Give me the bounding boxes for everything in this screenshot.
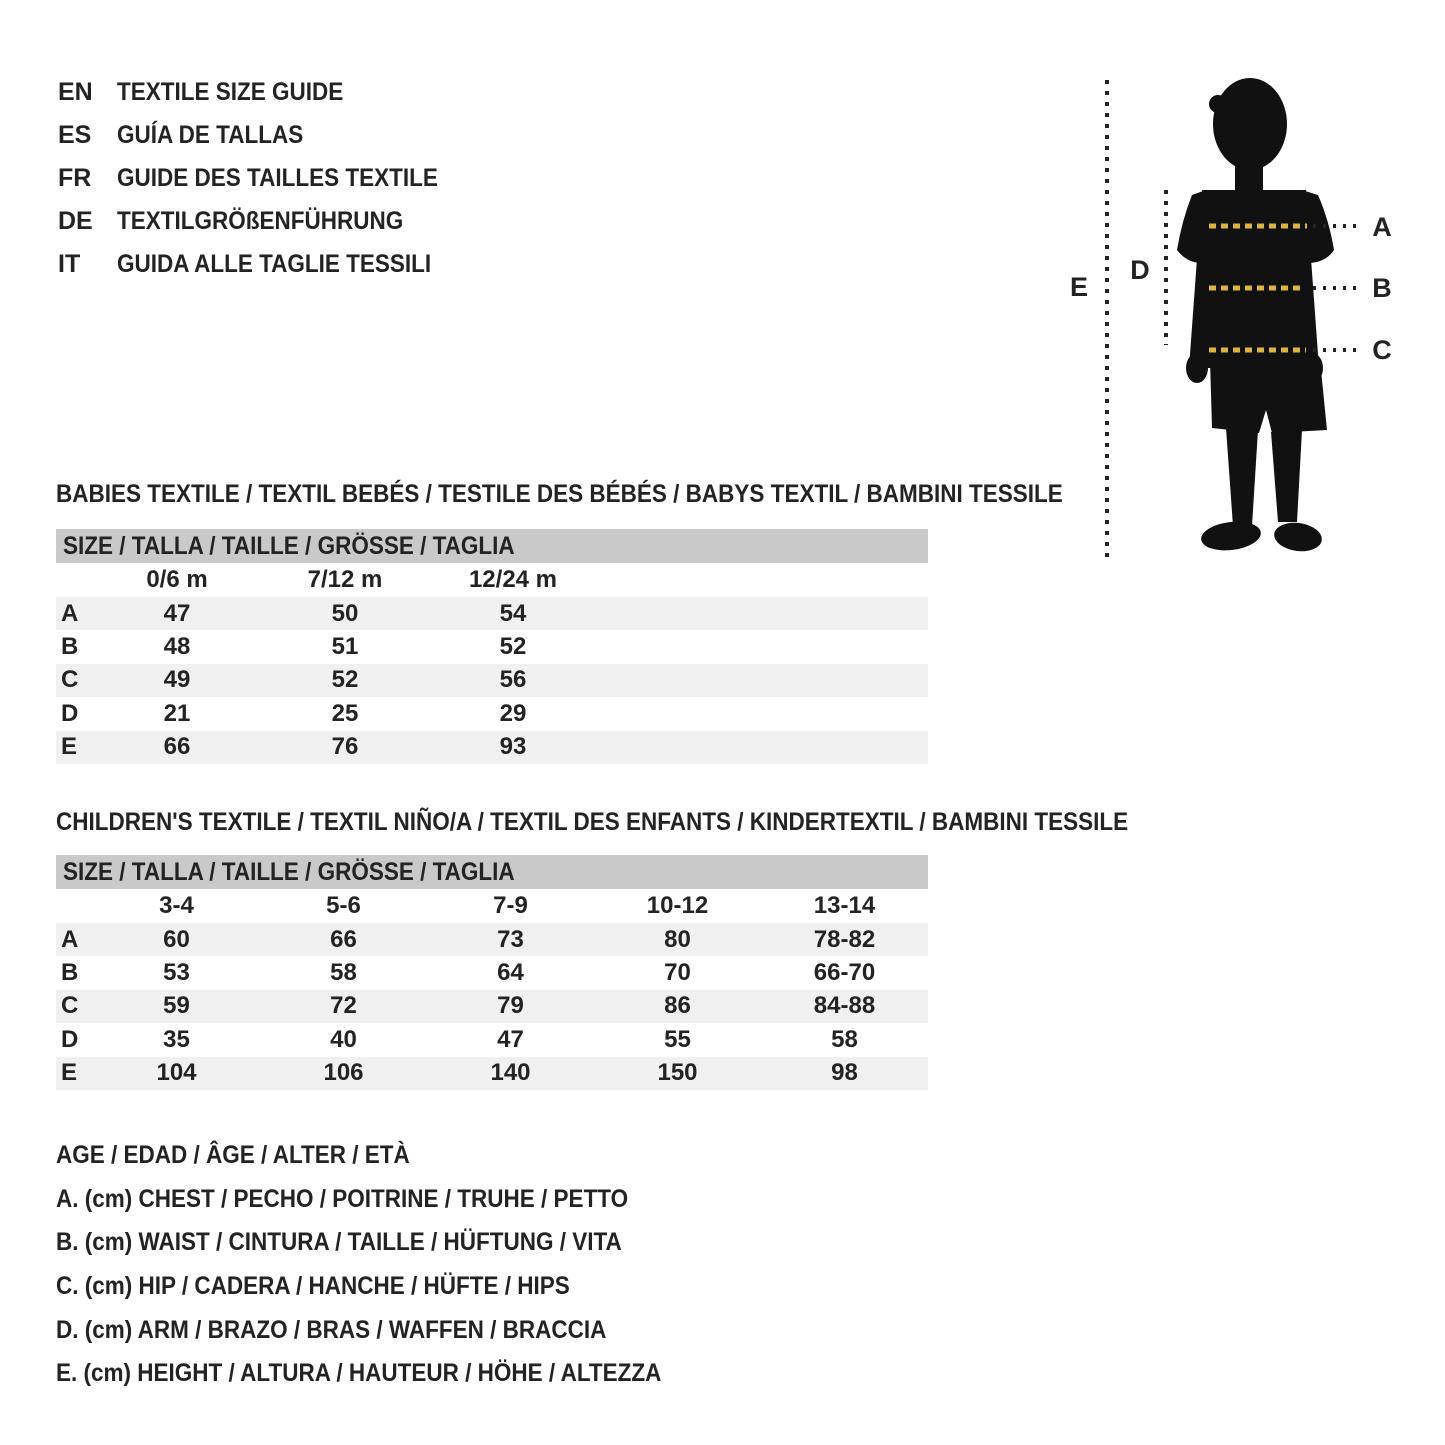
- size-value-cell: 21: [163, 699, 191, 727]
- size-value-cell: 29: [499, 699, 527, 727]
- row-label: D: [61, 1025, 79, 1053]
- size-value-cell: 86: [664, 992, 691, 1020]
- size-value-cell: 64: [497, 959, 524, 987]
- figure-label-d: D: [1130, 255, 1150, 285]
- table-row-C: [56, 664, 928, 697]
- size-value-cell: 35: [163, 1025, 190, 1053]
- size-value-cell: 47: [163, 599, 191, 627]
- legend-text: C. (cm) HIP / CADERA / HANCHE / HÜFTE / HIPS: [56, 1272, 570, 1301]
- row-label: B: [61, 959, 79, 987]
- size-value-cell: 93: [499, 733, 527, 761]
- lang-code: IT: [58, 250, 81, 278]
- table-row-D: [56, 697, 928, 730]
- size-value-cell: 58: [330, 959, 357, 987]
- row-label: B: [61, 633, 79, 661]
- children-section-title: [56, 810, 1247, 835]
- lang-code: EN: [58, 78, 93, 106]
- size-value-cell: 70: [664, 959, 691, 987]
- table-row-B: [56, 630, 928, 663]
- size-value-cell: 52: [331, 666, 359, 694]
- size-value-cell: 58: [831, 1025, 858, 1053]
- size-value-cell: 60: [163, 925, 190, 953]
- table-row-C: [56, 990, 928, 1023]
- size-header-bar: [56, 529, 928, 563]
- guide-title: TEXTILE SIZE GUIDE: [117, 78, 344, 106]
- measurement-legend: [56, 1134, 729, 1396]
- babies-section-title: [56, 482, 1175, 507]
- age-column-headers: [56, 889, 928, 923]
- size-value-cell: 66-70: [813, 959, 876, 987]
- size-value-cell: 78-82: [813, 925, 876, 953]
- size-header-text: SIZE / TALLA / TAILLE / GRÖSSE / TAGLIA: [63, 531, 515, 560]
- size-value-cell: 73: [497, 925, 524, 953]
- guide-title: TEXTILGRÖßENFÜHRUNG: [117, 207, 404, 235]
- legend-line-chest: [56, 1178, 729, 1222]
- table-row-A: [56, 923, 928, 956]
- row-label: C: [61, 666, 79, 694]
- legend-line-arm: [56, 1308, 729, 1352]
- size-value-cell: 76: [331, 733, 359, 761]
- legend-text: AGE / EDAD / ÂGE / ALTER / ETÀ: [56, 1141, 410, 1170]
- children-size-table: [56, 855, 928, 1090]
- size-value-cell: 52: [499, 633, 527, 661]
- size-value-cell: 104: [156, 1059, 197, 1087]
- size-value-cell: 50: [331, 599, 359, 627]
- lang-row-it: [58, 243, 474, 286]
- legend-text: E. (cm) HEIGHT / ALTURA / HAUTEUR / HÖHE / ALTEZZA: [56, 1359, 662, 1388]
- lang-row-fr: [58, 157, 474, 200]
- row-label: E: [61, 733, 78, 761]
- figure-label-c: C: [1372, 335, 1392, 365]
- column-header: 0/6 m: [146, 566, 208, 593]
- size-value-cell: 40: [330, 1025, 357, 1053]
- babies-table-body: [56, 597, 928, 764]
- size-value-cell: 84-88: [813, 992, 876, 1020]
- size-value-cell: 66: [330, 925, 357, 953]
- row-label: D: [61, 699, 79, 727]
- legend-line-height: [56, 1352, 729, 1396]
- babies-section-title-text: BABIES TEXTILE / TEXTIL BEBÉS / TESTILE DES BÉBÉS / BABYS TEXTIL / BAMBINI TESSILE: [56, 480, 1063, 508]
- figure-label-b: B: [1372, 273, 1392, 303]
- row-label: C: [61, 992, 79, 1020]
- size-value-cell: 25: [331, 699, 359, 727]
- size-value-cell: 59: [163, 992, 190, 1020]
- guide-title: GUIDA ALLE TAGLIE TESSILI: [117, 250, 432, 278]
- legend-text: D. (cm) ARM / BRAZO / BRAS / WAFFEN / BRACCIA: [56, 1315, 607, 1344]
- column-header: 7-9: [493, 892, 528, 919]
- lang-code: FR: [58, 164, 92, 192]
- size-header-bar: [56, 855, 928, 889]
- size-value-cell: 47: [497, 1025, 524, 1053]
- lang-row-de: [58, 200, 474, 243]
- lang-row-es: [58, 114, 474, 157]
- child-silhouette: [1177, 78, 1334, 554]
- legend-text: B. (cm) WAIST / CINTURA / TAILLE / HÜFTUNG / VITA: [56, 1228, 622, 1257]
- table-row-D: [56, 1023, 928, 1056]
- size-header-text: SIZE / TALLA / TAILLE / GRÖSSE / TAGLIA: [63, 857, 515, 886]
- guide-title: GUIDE DES TAILLES TEXTILE: [117, 164, 438, 192]
- size-value-cell: 54: [499, 599, 527, 627]
- column-header: 5-6: [326, 892, 361, 919]
- table-row-E: [56, 731, 928, 764]
- legend-text: A. (cm) CHEST / PECHO / POITRINE / TRUHE / PETTO: [56, 1184, 629, 1213]
- age-column-headers: [56, 563, 928, 597]
- size-value-cell: 98: [831, 1059, 858, 1087]
- size-value-cell: 106: [323, 1059, 364, 1087]
- lang-code: DE: [58, 207, 93, 235]
- table-row-B: [56, 956, 928, 989]
- column-header: 3-4: [159, 892, 194, 919]
- size-value-cell: 53: [163, 959, 190, 987]
- column-header: 10-12: [646, 892, 709, 919]
- guide-title: GUÍA DE TALLAS: [117, 121, 304, 149]
- figure-label-a: A: [1372, 212, 1392, 242]
- size-value-cell: 72: [330, 992, 357, 1020]
- row-label: E: [61, 1059, 78, 1087]
- language-title-block: [58, 71, 474, 286]
- row-label: A: [61, 925, 79, 953]
- legend-line-age: [56, 1134, 729, 1178]
- table-row-A: [56, 597, 928, 630]
- table-row-E: [56, 1057, 928, 1090]
- row-label: A: [61, 599, 79, 627]
- children-table-body: [56, 923, 928, 1090]
- legend-line-waist: [56, 1221, 729, 1265]
- size-value-cell: 140: [490, 1059, 531, 1087]
- column-header: 13-14: [813, 892, 876, 919]
- size-value-cell: 49: [163, 666, 191, 694]
- size-value-cell: 66: [163, 733, 191, 761]
- lang-row-en: [58, 71, 474, 114]
- figure-label-e: E: [1069, 272, 1089, 302]
- size-value-cell: 80: [664, 925, 691, 953]
- size-value-cell: 55: [664, 1025, 691, 1053]
- size-value-cell: 79: [497, 992, 524, 1020]
- size-value-cell: 51: [331, 633, 359, 661]
- column-header: 12/24 m: [468, 566, 558, 593]
- children-section-title-text: CHILDREN'S TEXTILE / TEXTIL NIÑO/A / TEXTIL DES ENFANTS / KINDERTEXTIL / BAMBINI TESSILE: [56, 808, 1129, 836]
- column-header: 7/12 m: [307, 566, 383, 593]
- size-value-cell: 48: [163, 633, 191, 661]
- lang-code: ES: [58, 121, 92, 149]
- legend-line-hip: [56, 1265, 729, 1309]
- size-value-cell: 56: [499, 666, 527, 694]
- size-value-cell: 150: [657, 1059, 698, 1087]
- babies-size-table: [56, 529, 928, 764]
